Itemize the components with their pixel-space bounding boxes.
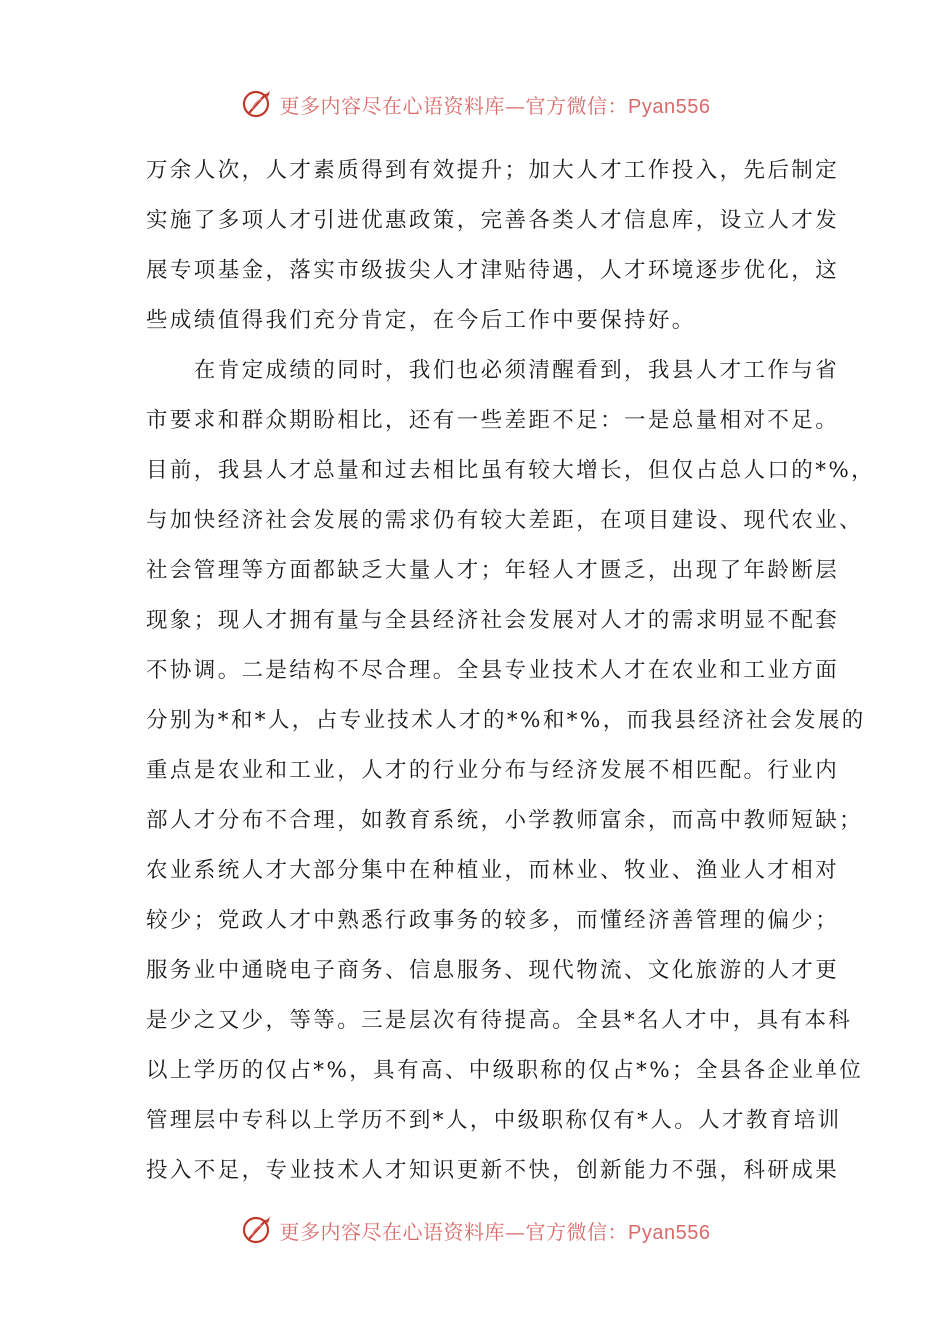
body-line: 投入不足，专业技术人才知识更新不快，创新能力不强，科研成果 <box>146 1158 840 1183</box>
header-banner-content <box>240 87 711 121</box>
body-line: 与加快经济社会发展的需求仍有较大差距，在项目建设、现代农业、 <box>146 508 864 533</box>
body-line: 分别为*和*人，占专业技术人才的*%和*%，而我县经济社会发展的 <box>146 708 866 733</box>
pen-nib-circle-icon <box>240 1213 274 1247</box>
body-line: 社会管理等方面都缺乏大量人才；年轻人才匮乏，出现了年龄断层 <box>146 558 840 583</box>
footer-wechat-id: Pyan556 <box>628 1221 711 1244</box>
body-line: 市要求和群众期盼相比，还有一些差距不足：一是总量相对不足。 <box>146 408 840 433</box>
body-line: 以上学历的仅占*%，具有高、中级职称的仅占*%；全县各企业单位 <box>146 1058 864 1083</box>
body-line: 现象；现人才拥有量与全县经济社会发展对人才的需求明显不配套 <box>146 608 840 633</box>
body-line: 展专项基金，落实市级拔尖人才津贴待遇，人才环境逐步优化，这 <box>146 258 840 283</box>
header-banner-label: 更多内容尽在心语资料库—官方微信： <box>279 93 629 118</box>
body-line: 不协调。二是结构不尽合理。全县专业技术人才在农业和工业方面 <box>146 658 840 683</box>
body-line: 重点是农业和工业，人才的行业分布与经济发展不相匹配。行业内 <box>146 758 840 783</box>
body-line: 万余人次，人才素质得到有效提升；加大人才工作投入，先后制定 <box>146 158 840 183</box>
header-banner-text <box>280 90 711 119</box>
footer-banner-content <box>240 1213 711 1247</box>
document-body <box>146 146 876 1196</box>
body-line: 服务业中通晓电子商务、信息服务、现代物流、文化旅游的人才更 <box>146 958 840 983</box>
body-line: 部人才分布不合理，如教育系统，小学教师富余，而高中教师短缺； <box>146 808 864 833</box>
footer-banner-label: 更多内容尽在心语资料库—官方微信： <box>279 1219 629 1244</box>
header-wechat-id: Pyan556 <box>628 95 711 118</box>
pen-nib-circle-icon <box>240 87 274 121</box>
body-line: 是少之又少，等等。三是层次有待提高。全县*名人才中，具有本科 <box>146 1008 853 1033</box>
body-line: 实施了多项人才引进优惠政策，完善各类人才信息库，设立人才发 <box>146 208 840 233</box>
body-line: 较少；党政人才中熟悉行政事务的较多，而懂经济善管理的偏少； <box>146 908 840 933</box>
body-line: 些成绩值得我们充分肯定，在今后工作中要保持好。 <box>146 308 696 333</box>
footer-banner <box>0 1210 950 1250</box>
footer-banner-text <box>280 1216 711 1245</box>
body-line: 在肯定成绩的同时，我们也必须清醒看到，我县人才工作与省 <box>146 358 840 383</box>
body-line: 农业系统人才大部分集中在种植业，而林业、牧业、渔业人才相对 <box>146 858 840 883</box>
header-banner <box>0 84 950 124</box>
body-line: 管理层中专科以上学历不到*人，中级职称仅有*人。人才教育培训 <box>146 1108 842 1133</box>
body-line: 目前，我县人才总量和过去相比虽有较大增长，但仅占总人口的*%， <box>146 458 876 483</box>
